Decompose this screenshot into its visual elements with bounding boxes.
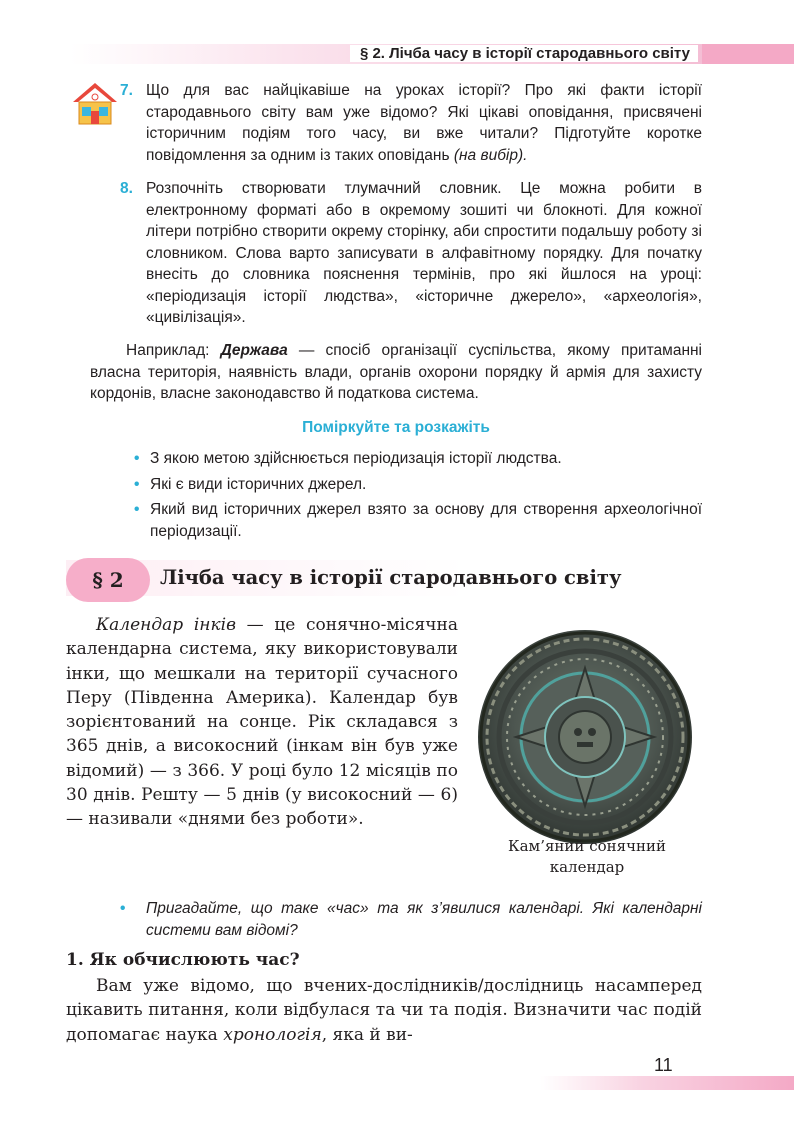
footer-accent-band bbox=[540, 1076, 794, 1090]
think-heading: Поміркуйте та розкажіть bbox=[302, 419, 490, 436]
running-header-accent bbox=[702, 44, 794, 64]
page-number: 11 bbox=[654, 1055, 673, 1075]
task-7 bbox=[120, 80, 702, 166]
home-task-icon bbox=[70, 80, 120, 126]
list-item: • З якою метою здійснюється періодизація історії людства. bbox=[134, 450, 562, 467]
task-8 bbox=[120, 178, 702, 329]
stone-calendar-image bbox=[476, 628, 694, 846]
list-item: • Які є види історичних джерел. bbox=[134, 475, 367, 493]
example-definition: Наприклад: Держава — спосіб організації суспільства, якому притаманні власна територія, наявність влади, органів охорони порядку й армія для захисту кордонів, власне законодавство й податкова система. bbox=[90, 342, 703, 402]
section-badge: § 2 bbox=[66, 558, 150, 602]
task-text: Розпочніть створювати тлумачний словник. Це можна робити в електронному форматі або в окремому зошиті чи блокноті. Для кожної літери потрібно створити окрему сторінку, аби спростити подальшу роботу зі словником. Слова варто записувати в алфавітному порядку. Для початку внесіть до словника пояснення термінів, про які йшлося на уроці: «періодизація історії людства», «історичне джерело», «археологія», «цивілізація». bbox=[146, 180, 702, 326]
section-title: Лічба часу в історії стародавнього світу bbox=[160, 566, 622, 589]
running-header bbox=[70, 44, 794, 64]
subsection-heading: 1. Як обчислюють час? bbox=[66, 950, 300, 970]
task-number: 8. bbox=[120, 180, 133, 197]
think-list bbox=[134, 448, 702, 546]
intro-term: Календар інків bbox=[96, 615, 236, 635]
term-chronology: хронологія bbox=[223, 1024, 322, 1045]
running-header-title: § 2. Лічба часу в історії стародавнього світу bbox=[350, 45, 698, 62]
body-paragraph: Вам уже відомо, що вчених-дослідників/дослідниць насамперед цікавить питання, коли відбулася та чи та подія. Визначити час подій допомагає наука хронологія, яка й ви- bbox=[66, 976, 702, 1045]
intro-paragraph: Календар інків — це сонячно-місячна календарна система, яку використовували інки, що мешкали на території сучасного Перу (Південна Америка). Календар був зорієнтований на сонце. Рік складався з 365 днів, а високосний (інкам він був уже відомий) — з 366. У році було 12 місяців по 30 днів. Решту — 5 днів (у високосний — 6) — називали «днями без роботи». bbox=[66, 615, 458, 830]
example-term: Держава bbox=[220, 342, 288, 359]
task-number: 7. bbox=[120, 82, 133, 99]
task-note: (на вибір). bbox=[453, 146, 528, 164]
list-item: • Який вид історичних джерел взято за основу для створення археологічної періодизації. bbox=[134, 501, 702, 540]
image-caption: Кам’яний сонячний календар bbox=[507, 837, 666, 876]
recall-question: • Пригадайте, що таке «час» та як з’явилися календарі. Які календарні системи вам відомі? bbox=[120, 900, 702, 939]
task-text: Що для вас найцікавіше на уроках історії? Про які факти історії стародавнього світу вам уже відомо? Які цікаві оповідання, присвячені історичним подіям того часу, ви вже читали? Підготуйте коротке повідомлення за одним із таких оповідань (на вибір). bbox=[146, 82, 702, 164]
bullet-icon: • bbox=[120, 900, 126, 917]
